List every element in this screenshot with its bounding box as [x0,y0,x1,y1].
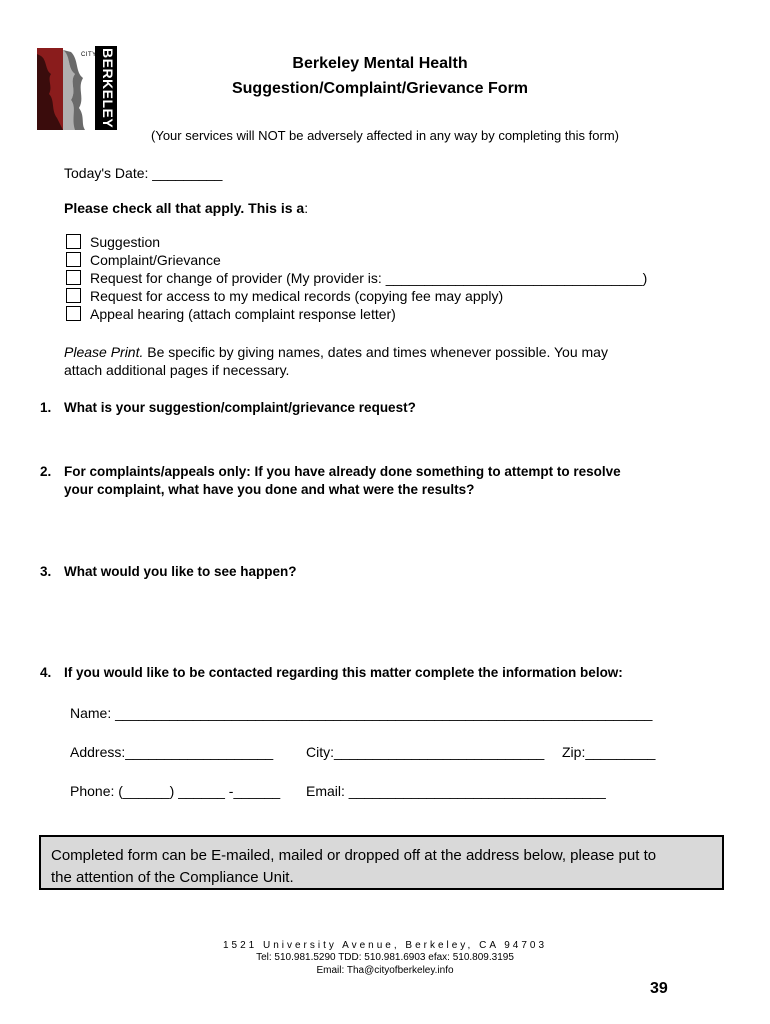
logo-city-of-text: CITY OF [81,52,109,58]
option-medical-records: Request for access to my medical records (copying fee may apply) [90,288,504,304]
address-field[interactable]: Address:___________________ [70,744,274,760]
question-2-line2: your complaint, what have you done and what were the results? [64,482,475,497]
footer-address: 1521 University Avenue, Berkeley, CA 94703 [222,940,548,951]
checkbox-medical-records[interactable] [66,288,81,303]
question-number: 1. [40,400,52,415]
city-field[interactable]: City:___________________________ [306,744,545,760]
check-prompt-colon: : [304,200,309,216]
form-title-line2: Suggestion/Complaint/Grievance Form [231,80,529,97]
checkbox-complaint-grievance[interactable] [66,252,81,267]
option-suggestion: Suggestion [90,234,161,250]
checkbox-suggestion[interactable] [66,234,81,249]
question-number: 4. [40,665,52,680]
option-appeal-hearing: Appeal hearing (attach complaint response letter) [90,306,396,322]
callout-line2: the attention of the Compliance Unit. [51,869,294,886]
submission-instructions-box [39,835,724,890]
question-text: For complaints/appeals only: If you have already done something to attempt to resolve [64,464,621,479]
footer-phones: Tel: 510.981.5290 TDD: 510.981.6903 efax: 510.809.3195 [256,952,514,963]
option-change-provider: Request for change of provider (My provider is: _________________________________) [90,270,648,286]
email-field[interactable]: Email: _________________________________ [306,783,606,799]
question-4 [40,665,623,680]
footer-email: Email: Tha@cityofberkeley.info [316,965,454,976]
question-text: What would you like to see happen? [64,564,297,579]
logo-berkeley-text: BERKELEY [100,48,116,129]
instructions-line1 [64,344,704,360]
instructions-line2: attach additional pages if necessary. [64,362,290,378]
city-of-berkeley-logo [37,46,117,130]
option-complaint-grievance: Complaint/Grievance [90,252,221,268]
callout-line1: Completed form can be E-mailed, mailed or dropped off at the address below, please put to [51,847,657,864]
instructions-please-print: Please Print. [64,344,144,360]
question-1 [40,400,416,415]
name-field[interactable]: Name: _____________________________________________________________________ [70,705,653,721]
todays-date-label: Today's Date: [64,165,149,181]
form-subtitle: (Your services will NOT be adversely affected in any way by completing this form) [151,128,619,143]
todays-date-blank[interactable]: _________ [152,165,223,181]
question-2 [40,464,621,479]
phone-field[interactable]: Phone: (______) ______ -______ [70,783,281,799]
zip-field[interactable]: Zip:_________ [562,744,656,760]
check-prompt [64,200,308,216]
question-3 [40,564,297,579]
question-number: 2. [40,464,52,479]
question-text: If you would like to be contacted regarding this matter complete the information below: [64,665,623,680]
todays-date-row [64,165,222,181]
instructions-rest: Be specific by giving names, dates and times whenever possible. You may [143,344,608,360]
check-prompt-text: Please check all that apply. This is a [64,200,305,216]
checkbox-change-provider[interactable] [66,270,81,285]
question-text: What is your suggestion/complaint/grievance request? [64,400,416,415]
question-number: 3. [40,564,52,579]
form-title-line1: Berkeley Mental Health [292,55,468,72]
checkbox-appeal-hearing[interactable] [66,306,81,321]
page-number: 39 [650,980,668,997]
